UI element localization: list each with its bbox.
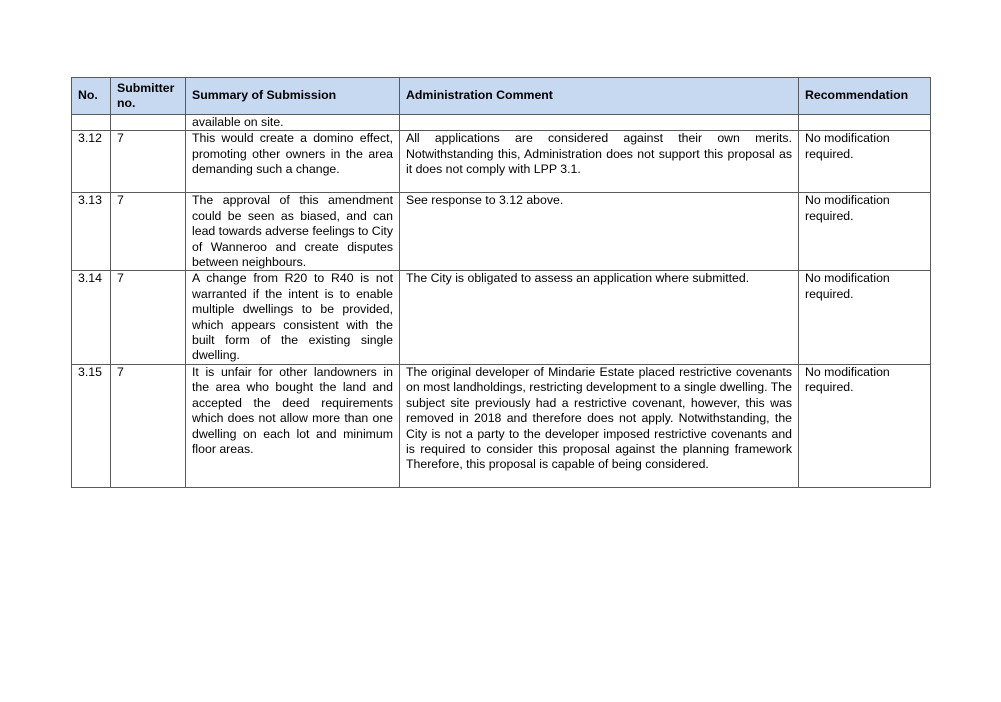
cell-submitter — [111, 115, 186, 131]
cell-summary: It is unfair for other landowners in the area who bought the land and accepted the deed requirements which does not allow more than one dwelling on each lot and minimum floor areas. — [186, 364, 400, 487]
cell-no: 3.13 — [72, 193, 111, 271]
header-no: No. — [72, 78, 111, 115]
cell-recommendation — [799, 115, 931, 131]
cell-admin-comment: The original developer of Mindarie Estate placed restrictive covenants on most landholdings, restricting development to a single dwelling. The subject site previously had a restrictive covenant, however, this was removed in 2018 and therefore does not apply. Notwithstanding, the City is not a party to the developer imposed restrictive covenants and is required to consider this proposal against the planning framework Therefore, this proposal is capable of being considered. — [400, 364, 799, 487]
submissions-table — [71, 77, 931, 488]
cell-no: 3.15 — [72, 364, 111, 487]
cell-submitter: 7 — [111, 131, 186, 193]
cell-recommendation: No modification required. — [799, 271, 931, 364]
table-body — [72, 115, 931, 488]
cell-no — [72, 115, 111, 131]
cell-summary: The approval of this amendment could be seen as biased, and can lead towards adverse feelings to City of Wanneroo and create disputes between neighbours. — [186, 193, 400, 271]
cell-submitter: 7 — [111, 364, 186, 487]
cell-summary: This would create a domino effect, promoting other owners in the area demanding such a change. — [186, 131, 400, 193]
cell-submitter: 7 — [111, 193, 186, 271]
header-admin-comment: Administration Comment — [400, 78, 799, 115]
header-submitter: Submitter no. — [111, 78, 186, 115]
continuation-row — [72, 115, 931, 131]
table-row — [72, 131, 931, 193]
table-row — [72, 193, 931, 271]
table-header — [72, 78, 931, 115]
cell-no: 3.14 — [72, 271, 111, 364]
cell-admin-comment — [400, 115, 799, 131]
table-row — [72, 271, 931, 364]
cell-no: 3.12 — [72, 131, 111, 193]
cell-summary: available on site. — [186, 115, 400, 131]
header-recommendation: Recommendation — [799, 78, 931, 115]
cell-submitter: 7 — [111, 271, 186, 364]
cell-admin-comment: The City is obligated to assess an application where submitted. — [400, 271, 799, 364]
cell-recommendation: No modification required. — [799, 131, 931, 193]
cell-admin-comment: See response to 3.12 above. — [400, 193, 799, 271]
header-summary: Summary of Submission — [186, 78, 400, 115]
cell-recommendation: No modification required. — [799, 193, 931, 271]
header-row — [72, 78, 931, 115]
cell-admin-comment: All applications are considered against their own merits. Notwithstanding this, Administration does not support this proposal as it does not comply with LPP 3.1. — [400, 131, 799, 193]
table-row — [72, 364, 931, 487]
cell-summary: A change from R20 to R40 is not warranted if the intent is to enable multiple dwellings to be provided, which appears consistent with the built form of the existing single dwelling. — [186, 271, 400, 364]
cell-recommendation: No modification required. — [799, 364, 931, 487]
